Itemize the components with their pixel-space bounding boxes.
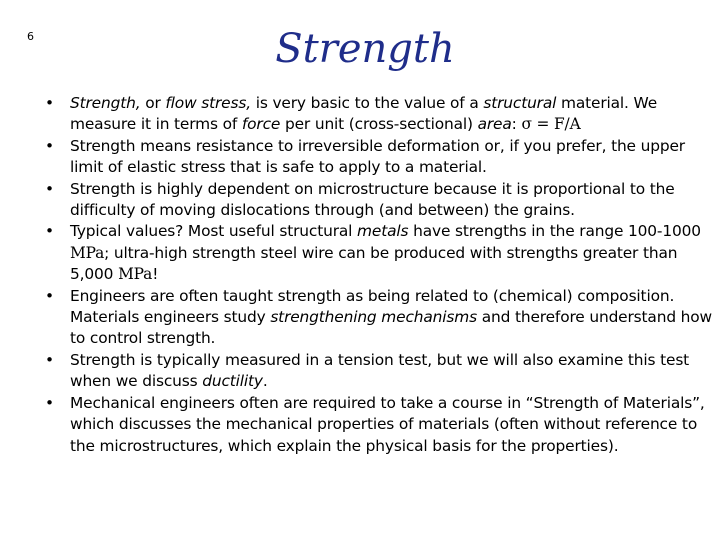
bullet-dot-icon: • — [45, 350, 54, 369]
bullet-text-segment: . — [262, 372, 268, 391]
bullet-text-segment: is very basic to the value of a — [250, 94, 484, 112]
bullet-dot-icon: • — [45, 286, 54, 305]
bullet-text-segment: MPa — [118, 265, 153, 284]
bullet-text-segment: Strength, — [70, 94, 141, 112]
bullet-text-segment: flow stress, — [165, 94, 251, 112]
bullet-text-segment: Strength is highly dependent on microstructure because it is proportional to the difficulty of moving dislocations through (and between) the grains. — [70, 179, 675, 220]
bullet-item — [45, 179, 717, 222]
bullet-text-segment: Strength means resistance to irreversible deformation or, if you prefer, the upper limit of elastic stress that is safe to apply to a material. — [70, 136, 685, 177]
bullet-text-segment: Mechanical engineers often are required to take a course in “Strength of Materials”, which discusses the mechanical properties of materials (often without reference to the microstructures, which explain the physical basis for the properties). — [70, 393, 705, 455]
bullet-text-segment: material. We measure it in terms of — [70, 94, 658, 134]
bullet-item — [45, 350, 717, 393]
bullet-list — [45, 93, 717, 457]
bullet-dot-icon: • — [45, 179, 54, 198]
bullet-text-segment: σ = F/A — [521, 115, 581, 134]
bullet-text-segment: per unit (cross-sectional) — [280, 115, 478, 134]
bullet-text-segment: metals — [357, 222, 409, 241]
bullet-text-segment: ductility — [202, 372, 263, 391]
bullet-item — [45, 221, 717, 285]
bullet-dot-icon: • — [45, 136, 54, 155]
bullet-item — [45, 93, 717, 136]
bullet-text-segment: or — [140, 94, 166, 112]
bullet-text-segment: Typical values? Most useful structural — [70, 222, 358, 241]
bullet-text-segment: structural — [483, 94, 557, 112]
slide-title: Strength — [275, 26, 455, 72]
bullet-item — [45, 136, 717, 179]
bullet-text-segment: ! — [152, 265, 159, 284]
bullet-text-segment: MPa — [70, 243, 105, 262]
bullet-text-segment: area — [477, 115, 512, 134]
bullet-item — [45, 286, 717, 350]
bullet-text-segment: Engineers are often taught strength as being related to (chemical) composition. Materials engineers study — [70, 286, 675, 327]
bullet-dot-icon: • — [45, 393, 54, 412]
slide-number: 6 — [27, 30, 34, 43]
bullet-dot-icon: • — [45, 94, 54, 112]
bullet-text-segment: Strength is typically measured in a tension test, but we will also examine this test when we discuss — [70, 350, 690, 391]
bullet-item — [45, 393, 717, 457]
bullet-text-segment: force — [241, 115, 281, 134]
bullet-text-segment: ; ultra-high strength steel wire can be produced with strengths greater than 5,000 — [70, 243, 678, 284]
bullet-text-segment: and therefore understand how to control strength. — [70, 308, 712, 348]
bullet-text-segment: have strengths in the range 100-1000 — [408, 222, 701, 241]
bullet-text-segment: : — [511, 115, 522, 134]
bullet-dot-icon: • — [45, 222, 54, 241]
bullet-text-segment: strengthening mechanisms — [270, 308, 477, 327]
